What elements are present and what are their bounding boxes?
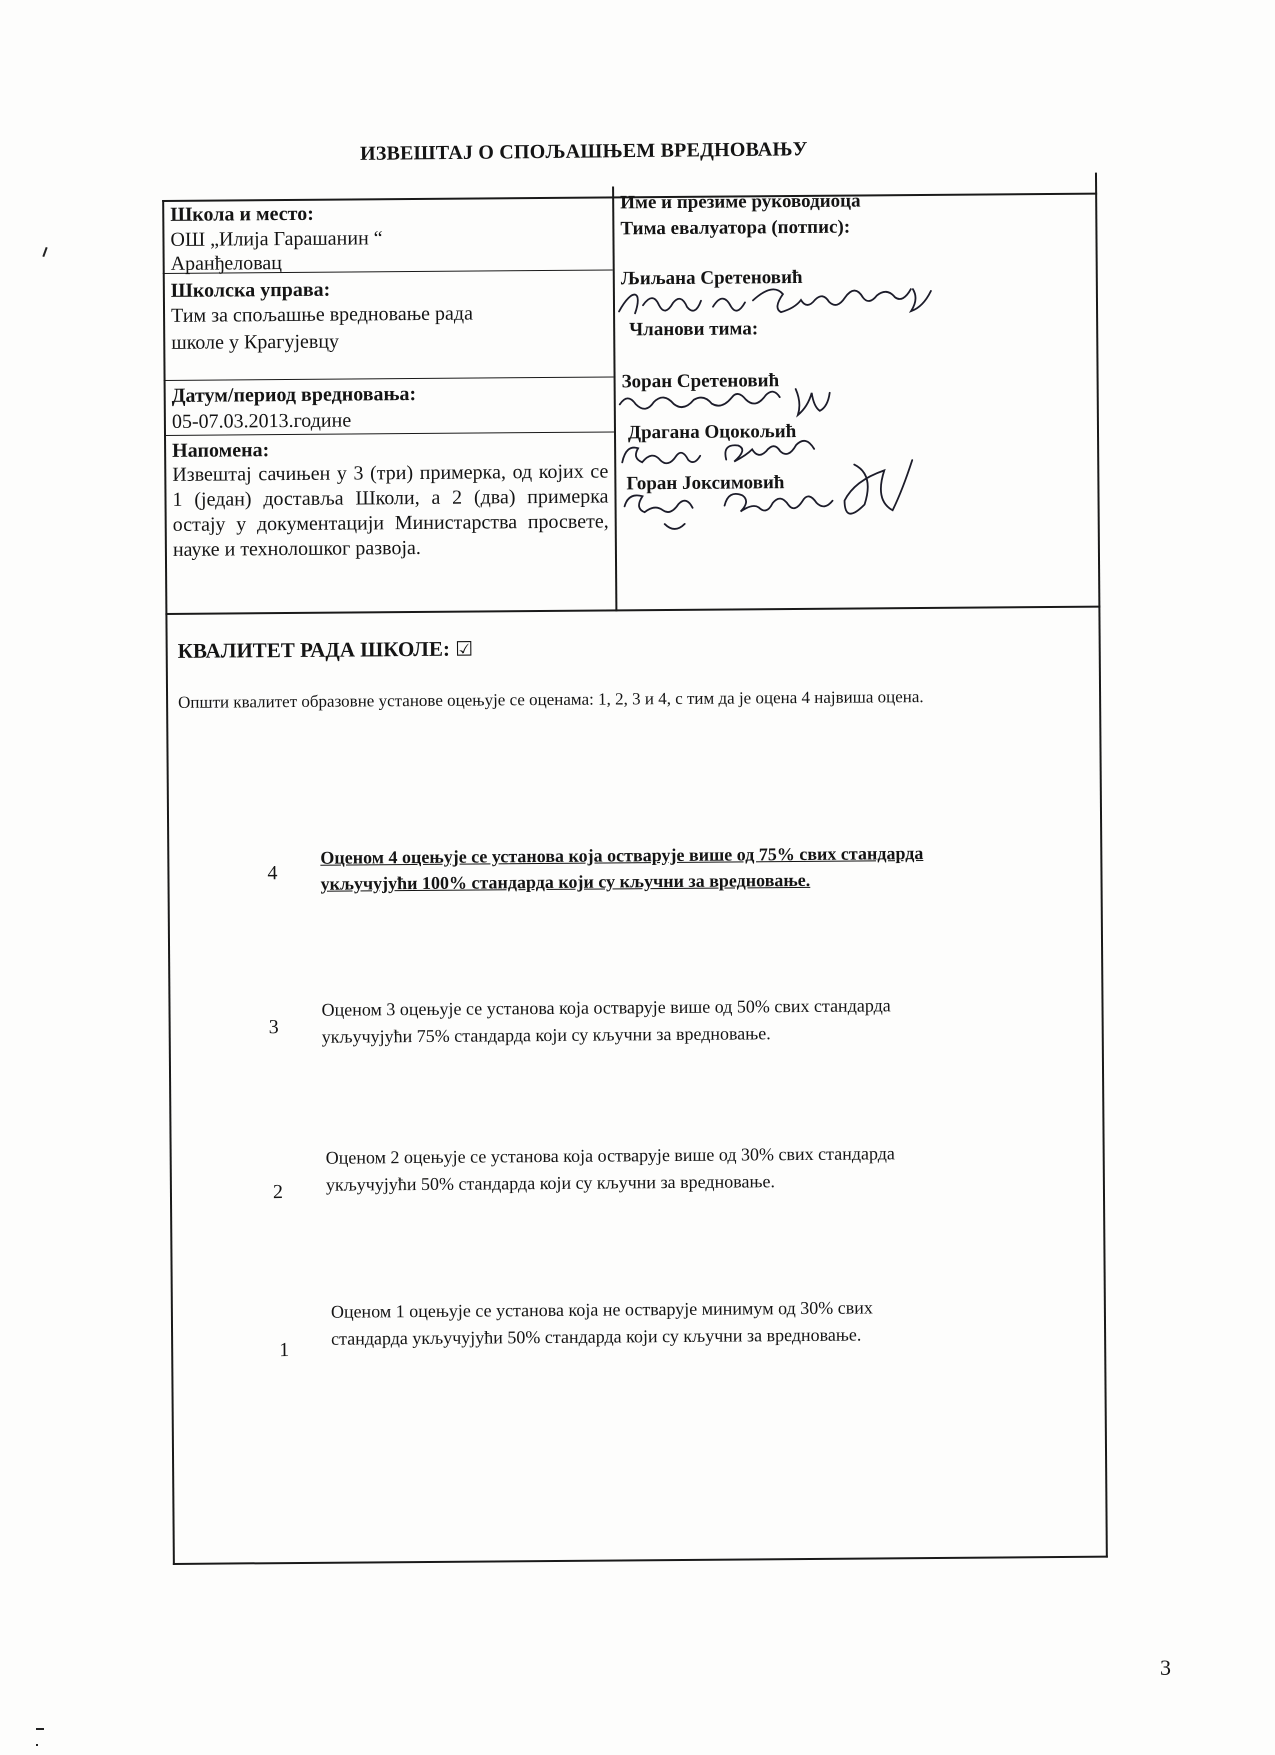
quality-intro: Општи квалитет образовне установе оцењује се оценама: 1, 2, 3 и 4, с тим да је оцена 4 највиша оцена. [178,687,924,712]
grade-3-line1: Оценом 3 оцењује се установа која остварује више од 50% свих стандарда [321,995,891,1020]
members-label: Чланови тима: [629,318,759,341]
grade-2-line2: укључујући 50% стандарда који су кључни за вредновање. [325,1171,776,1195]
leader-name: Љиљана Сретеновић [620,266,803,290]
grade-4-line2: укључујући 100% стандарда који су кључни за вредновање. [320,869,811,894]
grade-2-line1: Оценом 2 оцењује се установа која остварује више од 30% свих стандарда [325,1143,895,1168]
leader-label-line2: Тима евалуатора (потпис): [620,216,851,240]
scan-speck [36,1744,38,1746]
member-name-2: Драгана Оцокољић [627,421,797,444]
administration-line1: Тим за спољашње вредновање рада [170,302,474,327]
quality-heading-text: КВАЛИТЕТ РАДА ШКОЛЕ: [177,636,450,663]
note-label: Напомена: [172,439,270,462]
page-number: 3 [1160,1655,1171,1680]
school-label: Школа и место: [170,202,314,226]
period-label: Датум/период вредновања: [171,383,417,407]
school-name: ОШ „Илија Гарашанин “ [170,227,383,251]
grade-number-1: 1 [279,1339,290,1362]
section-divider [165,606,1100,615]
period-value: 05-07.03.2013.године [171,409,352,433]
leader-label-line1: Име и презиме руководиоца [620,190,861,214]
note-text: Извештај сачињен у 3 (три) примерка, од којих се 1 (један) доставља Школи, а 2 (два) примерка остају у документацији Министарства просвете, науке и технолошког развоја. [172,460,609,561]
frame-bottom [173,1556,1108,1565]
scan-speck [36,1728,44,1730]
grade-4-line1: Оценом 4 оцењује се установа која остварује више од 75% свих стандарда [320,843,924,868]
member-signature-1 [616,385,856,421]
frame-right [1095,173,1108,1558]
grade-number-3: 3 [268,1016,279,1039]
member-name-1: Зоран Сретеновић [621,370,780,393]
grade-1-line2: стандарда укључујући 50% стандарда који су кључни за вредновање. [331,1324,862,1349]
scan-speck [42,247,47,257]
grade-1-line1: Оценом 1 оцењује се установа која не остварује минимум од 30% свих [330,1297,873,1322]
member-name-3: Горан Јоксимовић [626,472,785,495]
report-form [162,173,1108,1565]
leader-signature [613,279,963,322]
checkbox-checked-icon: ☑ [455,636,474,661]
member-signature-3 [614,444,935,537]
administration-label: Школска управа: [170,278,331,302]
school-place: Аранђеловац [170,252,283,275]
report-title: ИЗВЕШТАЈ О СПОЉАШЊЕМ ВРЕДНОВАЊУ [359,138,808,165]
grade-3-line2: укључујући 75% стандарда који су кључни за вредновање. [321,1023,771,1047]
administration-line2: школе у Крагујевцу [171,330,340,354]
grade-number-2: 2 [272,1181,284,1204]
grade-number-4: 4 [267,862,278,885]
quality-heading [178,636,474,664]
